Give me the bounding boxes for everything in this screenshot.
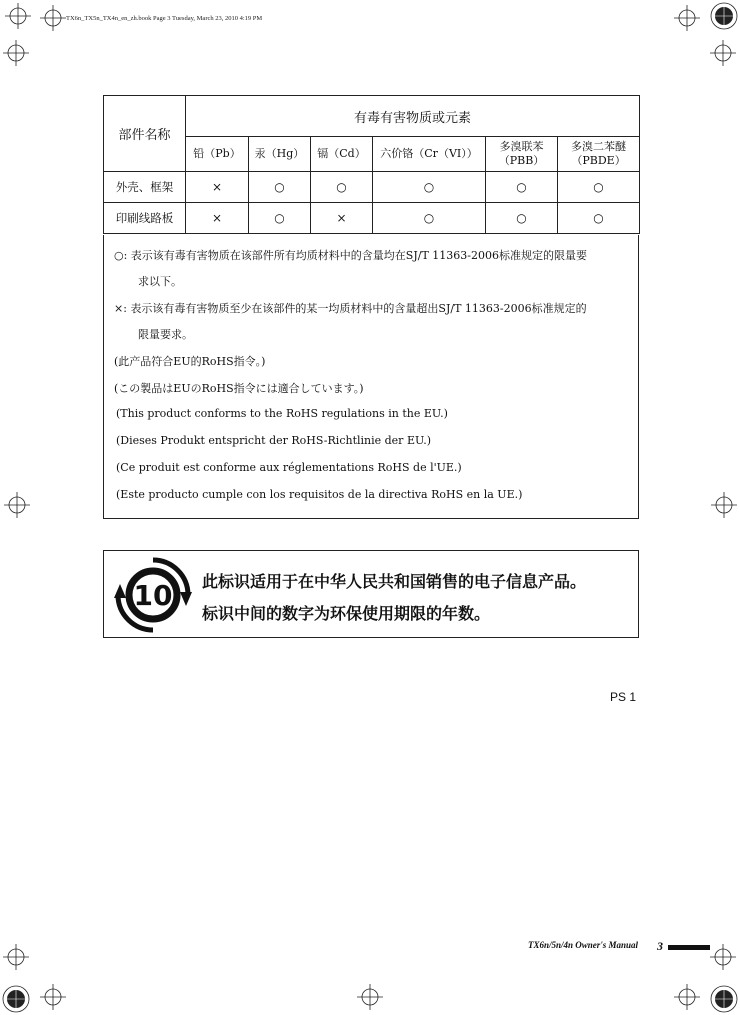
notes-box: [103, 235, 639, 519]
rohs-table: [103, 95, 640, 234]
note-line: (Este producto cumple con los requisitos de la directiva RoHS en la UE.): [116, 488, 523, 501]
registration-mark-icon: [709, 490, 739, 520]
logo-number: 10: [133, 579, 173, 612]
table-cell: ○: [486, 203, 558, 234]
table-cell: ○: [558, 172, 640, 203]
note-line: (この製品はEUのRoHS指令には適合しています。): [114, 382, 364, 395]
note-line: 限量要求。: [138, 328, 193, 341]
target-mark-icon: [708, 0, 740, 32]
substance-header: 铅（Pb）: [186, 137, 249, 172]
table-row: [104, 172, 640, 203]
registration-mark-icon: [3, 1, 33, 31]
note-line: (此产品符合EU的RoHS指令。): [114, 355, 266, 368]
registration-mark-icon: [708, 942, 738, 972]
note-line: ×: 表示该有毒有害物质至少在该部件的某一均质材料中的含量超出SJ/T 11363-2006标准规定的: [114, 302, 587, 315]
target-mark-icon: [708, 983, 740, 1015]
part-label: 印刷线路板: [104, 203, 186, 234]
print-slug: TX6n_TX5n_TX4n_en_zh.book Page 3 Tuesday, March 23, 2010 4:19 PM: [66, 15, 263, 22]
registration-mark-icon: [355, 982, 385, 1012]
table-cell: ×: [186, 172, 249, 203]
registration-mark-icon: [38, 982, 68, 1012]
substance-group-header: 有毒有害物质或元素: [186, 96, 640, 137]
page-number: 3: [657, 939, 663, 953]
page-label: PS 1: [609, 690, 636, 704]
table-cell: ○: [311, 172, 373, 203]
note-line: ○: 表示该有毒有害物质在该部件所有均质材料中的含量均在SJ/T 11363-2006标准规定的限量要: [114, 249, 587, 262]
registration-mark-icon: [708, 38, 738, 68]
part-name-header: 部件名称: [104, 96, 186, 172]
logo-text-line: 此标识适用于在中华人民共和国销售的电子信息产品。: [202, 572, 587, 591]
part-label: 外壳、框架: [104, 172, 186, 203]
epup-notice: [103, 550, 639, 638]
footer-manual-title: TX6n/5n/4n Owner's Manual: [528, 940, 639, 950]
table-cell: ○: [373, 203, 486, 234]
table-cell: ×: [186, 203, 249, 234]
registration-mark-icon: [672, 982, 702, 1012]
note-line: (Dieses Produkt entspricht der RoHS-Richtlinie der EU.): [116, 434, 432, 447]
note-line: (This product conforms to the RoHS regulations in the EU.): [116, 407, 448, 420]
table-cell: ×: [311, 203, 373, 234]
substance-header: 镉（Cd）: [311, 137, 373, 172]
logo-text-line: 标识中间的数字为环保使用期限的年数。: [202, 604, 491, 623]
registration-mark-icon: [1, 942, 31, 972]
registration-mark-icon: [2, 490, 32, 520]
table-cell: ○: [373, 172, 486, 203]
page-bar: [668, 945, 710, 950]
table-cell: ○: [249, 172, 311, 203]
table-cell: ○: [486, 172, 558, 203]
registration-mark-icon: [38, 3, 68, 33]
registration-mark-icon: [1, 38, 31, 68]
substance-header: 汞（Hg）: [249, 137, 311, 172]
note-line: (Ce produit est conforme aux réglementations RoHS de l'UE.): [116, 461, 462, 474]
table-cell: ○: [558, 203, 640, 234]
substance-header: 多溴联苯 （PBB）: [486, 137, 558, 172]
target-mark-icon: [0, 983, 32, 1015]
note-line: 求以下。: [138, 275, 182, 288]
registration-mark-icon: [672, 3, 702, 33]
recycle-10-icon: [114, 556, 192, 634]
substance-header: 多溴二苯醚 （PBDE）: [558, 137, 640, 172]
table-cell: ○: [249, 203, 311, 234]
substance-header: 六价铬（Cr（VI））: [373, 137, 486, 172]
table-row: [104, 203, 640, 234]
